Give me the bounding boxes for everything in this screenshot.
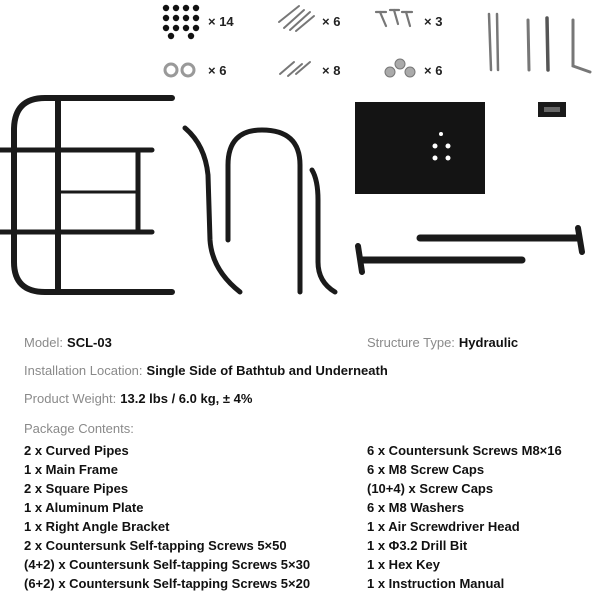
spec-model <box>24 335 112 350</box>
spec-structure-value: Hydraulic <box>458 335 519 350</box>
spec-weight-value: 13.2 lbs / 6.0 kg, ± 4% <box>120 391 253 406</box>
screw-caps-count: × 14 <box>208 14 234 29</box>
nuts-count: × 6 <box>424 63 443 78</box>
aluminum-plate-image <box>355 102 485 194</box>
spec-model-label: Model: <box>24 335 64 350</box>
square-pipes-image <box>358 228 582 272</box>
tools-image <box>489 14 590 72</box>
spec-location <box>24 363 388 378</box>
self-tapping-screws-image <box>280 62 310 76</box>
package-list-right <box>367 441 562 593</box>
spec-location-value: Single Side of Bathtub and Underneath <box>146 363 388 378</box>
spec-model-value: SCL-03 <box>67 335 112 350</box>
spec-weight <box>24 391 252 406</box>
curved-pipes-image <box>185 128 335 292</box>
short-screws-count: × 3 <box>424 14 443 29</box>
package-list-left <box>24 441 310 593</box>
self-tapping-screws-count: × 8 <box>322 63 341 78</box>
washers-image <box>165 64 194 76</box>
long-screws-image <box>279 6 314 31</box>
list-item: 1 x Φ3.2 Drill Bit <box>367 538 468 553</box>
spec-structure-label: Structure Type: <box>367 335 455 350</box>
list-item: 1 x Aluminum Plate <box>24 500 144 515</box>
nuts-image <box>385 59 415 77</box>
list-item: 2 x Curved Pipes <box>24 443 129 458</box>
list-item: 1 x Hex Key <box>367 557 440 572</box>
spec-structure <box>367 335 518 350</box>
list-item: (6+2) x Countersunk Self-tapping Screws 5×20 <box>24 576 311 591</box>
washers-count: × 6 <box>208 63 227 78</box>
spec-weight-label: Product Weight: <box>24 391 117 406</box>
list-item: 6 x Countersunk Screws M8×16 <box>367 443 562 458</box>
package-contents-title: Package Contents: <box>24 421 134 436</box>
list-item: 1 x Air Screwdriver Head <box>367 519 520 534</box>
list-item: 1 x Instruction Manual <box>367 576 505 591</box>
spec-location-label: Installation Location: <box>24 363 143 378</box>
long-screws-count: × 6 <box>322 14 341 29</box>
list-item: 2 x Countersunk Self-tapping Screws 5×50 <box>24 538 287 553</box>
list-item: 2 x Square Pipes <box>24 481 129 496</box>
screw-caps-image <box>163 5 199 39</box>
list-item: 6 x M8 Screw Caps <box>367 462 485 477</box>
list-item: (4+2) x Countersunk Self-tapping Screws 5×30 <box>24 557 311 572</box>
main-frame-image <box>0 98 172 292</box>
list-item: 1 x Main Frame <box>24 462 118 477</box>
short-screws-image <box>376 10 412 26</box>
list-item: 6 x M8 Washers <box>367 500 465 515</box>
bracket-image <box>538 102 566 117</box>
list-item: (10+4) x Screw Caps <box>367 481 494 496</box>
list-item: 1 x Right Angle Bracket <box>24 519 170 534</box>
